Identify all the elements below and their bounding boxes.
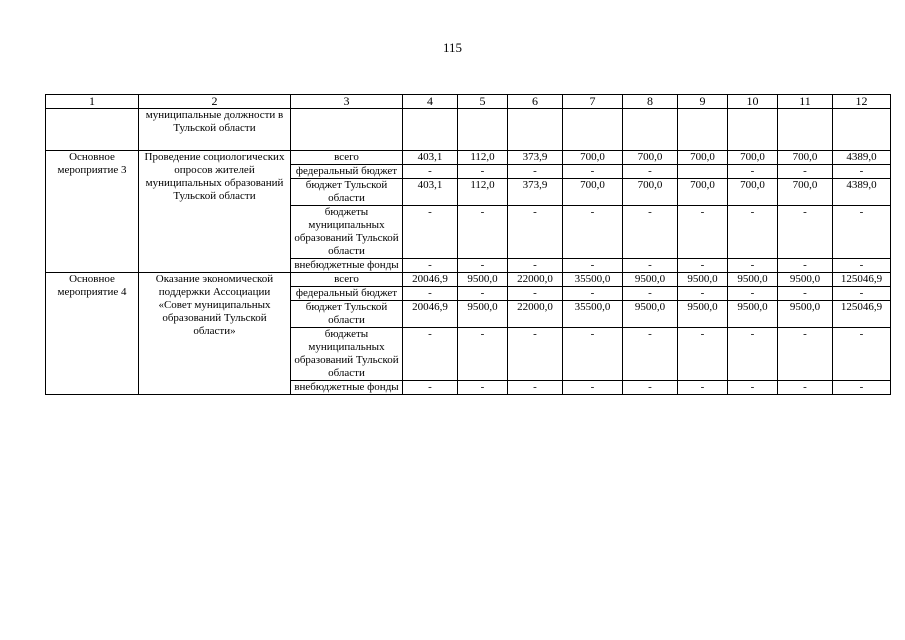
value-cell: - (833, 165, 891, 179)
value-cell: 403,1 (403, 179, 458, 206)
value-cell: 35500,0 (563, 273, 623, 287)
value-cell: 9500,0 (678, 273, 728, 287)
value-cell: 20046,9 (403, 301, 458, 328)
value-cell: 35500,0 (563, 301, 623, 328)
value-cell: - (833, 259, 891, 273)
value-cell: 700,0 (563, 151, 623, 165)
value-cell: 22000,0 (508, 301, 563, 328)
value-cell: - (508, 206, 563, 259)
value-cell: 9500,0 (728, 273, 778, 287)
funding-source-cell: всего (291, 273, 403, 287)
funding-source-cell: всего (291, 151, 403, 165)
value-cell: 125046,9 (833, 273, 891, 287)
value-cell: 9500,0 (778, 273, 833, 287)
value-cell: 9500,0 (623, 301, 678, 328)
value-cell: - (728, 206, 778, 259)
value-cell: 700,0 (623, 179, 678, 206)
value-cell: - (458, 287, 508, 301)
value-cell: - (678, 287, 728, 301)
value-cell: 700,0 (678, 151, 728, 165)
value-cell: 20046,9 (403, 273, 458, 287)
value-cell: - (728, 287, 778, 301)
header-cell: 6 (508, 95, 563, 109)
header-cell: 10 (728, 95, 778, 109)
value-cell: - (458, 259, 508, 273)
value-cell: - (458, 328, 508, 381)
value-cell: 403,1 (403, 151, 458, 165)
value-cell: - (403, 287, 458, 301)
funding-source-cell: бюджеты муниципальных образований Тульской области (291, 206, 403, 259)
continuation-row (46, 109, 891, 151)
value-cell: - (508, 165, 563, 179)
value-cell: - (833, 206, 891, 259)
value-cell: - (623, 381, 678, 395)
value-cell: - (623, 328, 678, 381)
empty-cell (508, 109, 563, 151)
value-cell: - (563, 381, 623, 395)
value-cell: - (778, 328, 833, 381)
value-cell: - (458, 381, 508, 395)
value-cell: - (458, 206, 508, 259)
value-cell: - (778, 381, 833, 395)
value-cell: - (623, 287, 678, 301)
value-cell: 4389,0 (833, 179, 891, 206)
funding-source-cell: бюджеты муниципальных образований Тульской области (291, 328, 403, 381)
header-cell: 8 (623, 95, 678, 109)
value-cell: - (563, 328, 623, 381)
value-cell: 700,0 (778, 179, 833, 206)
value-cell: - (623, 259, 678, 273)
value-cell: - (678, 381, 728, 395)
empty-cell (678, 109, 728, 151)
value-cell: - (678, 328, 728, 381)
value-cell: 700,0 (728, 179, 778, 206)
table-row (46, 151, 891, 165)
value-cell: 700,0 (563, 179, 623, 206)
value-cell: - (778, 287, 833, 301)
value-cell: - (778, 259, 833, 273)
value-cell: - (508, 259, 563, 273)
value-cell: - (563, 206, 623, 259)
funding-source-cell: федеральный бюджет (291, 287, 403, 301)
value-cell: 9500,0 (458, 273, 508, 287)
value-cell: - (563, 165, 623, 179)
empty-cell (291, 109, 403, 151)
value-cell: - (563, 287, 623, 301)
empty-cell (778, 109, 833, 151)
value-cell: - (403, 259, 458, 273)
activity-description-cell: Оказание экономической поддержки Ассоциации «Совет муниципальных образований Тульской области» (139, 273, 291, 395)
value-cell: - (458, 165, 508, 179)
header-cell: 9 (678, 95, 728, 109)
value-cell: 112,0 (458, 179, 508, 206)
value-cell: - (403, 381, 458, 395)
empty-cell (833, 109, 891, 151)
value-cell: 112,0 (458, 151, 508, 165)
activity-description-cell: Проведение социологических опросов жителей муниципальных образований Тульской области (139, 151, 291, 273)
empty-cell (728, 109, 778, 151)
header-row (46, 95, 891, 109)
funding-source-cell: федеральный бюджет (291, 165, 403, 179)
value-cell: - (728, 259, 778, 273)
value-cell: 700,0 (678, 179, 728, 206)
header-cell: 2 (139, 95, 291, 109)
value-cell: - (508, 381, 563, 395)
funding-source-cell: бюджет Тульской области (291, 301, 403, 328)
value-cell: - (623, 206, 678, 259)
value-cell: - (563, 259, 623, 273)
header-cell: 3 (291, 95, 403, 109)
value-cell: 9500,0 (458, 301, 508, 328)
value-cell: - (508, 287, 563, 301)
value-cell: 9500,0 (728, 301, 778, 328)
value-cell: - (728, 381, 778, 395)
header-cell: 7 (563, 95, 623, 109)
value-cell: 373,9 (508, 151, 563, 165)
funding-source-cell: внебюджетные фонды (291, 381, 403, 395)
value-cell (678, 165, 728, 179)
value-cell: - (678, 259, 728, 273)
budget-table (45, 94, 891, 395)
value-cell: - (508, 328, 563, 381)
value-cell: - (778, 165, 833, 179)
header-cell: 1 (46, 95, 139, 109)
empty-cell (563, 109, 623, 151)
value-cell: 9500,0 (778, 301, 833, 328)
value-cell: - (833, 381, 891, 395)
continued-description: муниципальные должности в Тульской области (139, 109, 291, 151)
funding-source-cell: внебюджетные фонды (291, 259, 403, 273)
main-activity-cell: Основное мероприятие 3 (46, 151, 139, 273)
header-cell: 12 (833, 95, 891, 109)
header-cell: 4 (403, 95, 458, 109)
header-cell: 5 (458, 95, 508, 109)
value-cell: 125046,9 (833, 301, 891, 328)
funding-source-cell: бюджет Тульской области (291, 179, 403, 206)
value-cell: 373,9 (508, 179, 563, 206)
header-cell: 11 (778, 95, 833, 109)
value-cell: 700,0 (728, 151, 778, 165)
value-cell: - (833, 287, 891, 301)
table-row (46, 273, 891, 287)
value-cell: 9500,0 (678, 301, 728, 328)
page-number: 115 (442, 40, 463, 55)
main-activity-cell: Основное мероприятие 4 (46, 273, 139, 395)
value-cell: - (833, 328, 891, 381)
value-cell: - (678, 206, 728, 259)
empty-cell (403, 109, 458, 151)
empty-cell (623, 109, 678, 151)
empty-cell (46, 109, 139, 151)
empty-cell (458, 109, 508, 151)
value-cell: - (728, 328, 778, 381)
value-cell: - (728, 165, 778, 179)
value-cell: 9500,0 (623, 273, 678, 287)
value-cell: - (403, 165, 458, 179)
value-cell: - (403, 206, 458, 259)
value-cell: - (403, 328, 458, 381)
value-cell: 22000,0 (508, 273, 563, 287)
value-cell: 700,0 (623, 151, 678, 165)
value-cell: - (623, 165, 678, 179)
value-cell: - (778, 206, 833, 259)
value-cell: 700,0 (778, 151, 833, 165)
value-cell: 4389,0 (833, 151, 891, 165)
